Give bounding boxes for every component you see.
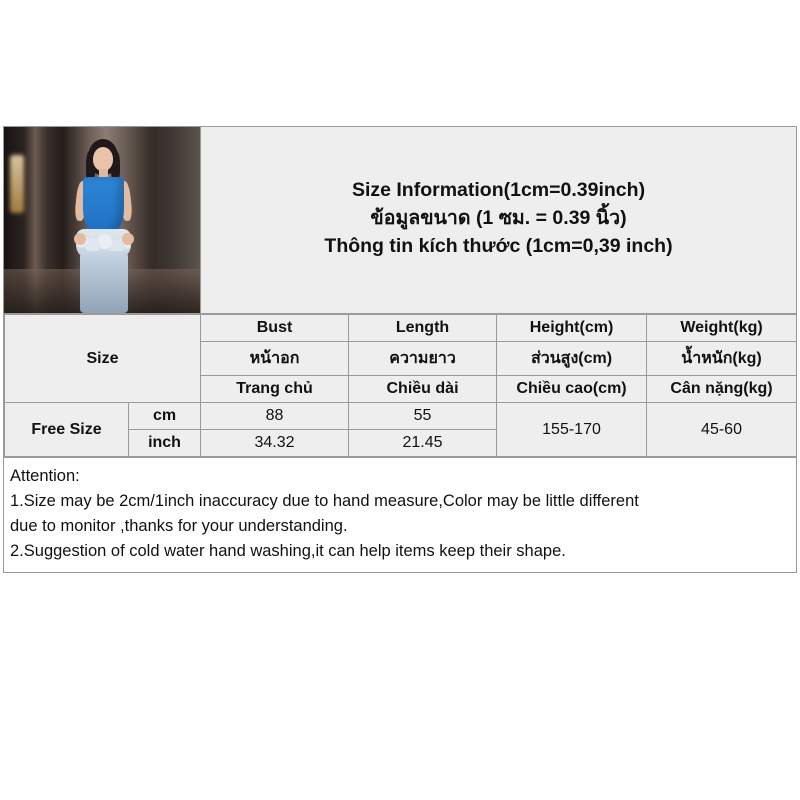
photo-wall-light (10, 155, 24, 213)
chart-header (4, 127, 796, 314)
garment-skirt (80, 251, 128, 313)
model-figure (66, 137, 140, 313)
column-header-height-vi: Chiều cao(cm) (497, 376, 647, 403)
column-header-weight-en: Weight(kg) (647, 315, 797, 342)
title-line-en: Size Information(1cm=0.39inch) (351, 179, 646, 202)
unit-inch: inch (129, 430, 201, 457)
value-height-range: 155-170 (497, 403, 647, 457)
product-photo (4, 127, 201, 313)
model-face (93, 147, 113, 171)
column-header-weight-th: น้ำหนัก(kg) (647, 342, 797, 376)
column-header-length-th: ความยาว (349, 342, 497, 376)
value-bust-cm: 88 (201, 403, 349, 430)
column-header-bust-th: หน้าอก (201, 342, 349, 376)
column-header-bust-vi: Trang chủ (201, 376, 349, 403)
table-row-cm (5, 403, 797, 430)
row-label-free-size: Free Size (5, 403, 129, 457)
table-row-header-en (5, 315, 797, 342)
attention-line-1: 1.Size may be 2cm/1inch inaccuracy due to hand measure,Color may be little different (10, 492, 639, 511)
attention-line-2: due to monitor ,thanks for your understanding. (10, 517, 348, 536)
value-length-cm: 55 (349, 403, 497, 430)
size-table (4, 314, 797, 457)
size-label-cell: Size (5, 315, 201, 403)
column-header-weight-vi: Cân nặng(kg) (647, 376, 797, 403)
column-header-bust-en: Bust (201, 315, 349, 342)
attention-block (4, 457, 796, 572)
value-bust-inch: 34.32 (201, 430, 349, 457)
model-hand-right (122, 233, 134, 245)
column-header-height-th: ส่วนสูง(cm) (497, 342, 647, 376)
unit-cm: cm (129, 403, 201, 430)
garment-blue-top (83, 177, 124, 235)
column-header-length-en: Length (349, 315, 497, 342)
size-chart-card (3, 126, 797, 573)
title-line-vi: Thông tin kích thước (1cm=0,39 inch) (324, 234, 673, 257)
value-weight-range: 45-60 (647, 403, 797, 457)
title-line-th: ข้อมูลขนาด (1 ซม. = 0.39 นิ้ว) (370, 207, 627, 230)
attention-heading: Attention: (10, 467, 80, 485)
model-hand-left (74, 233, 86, 245)
value-length-inch: 21.45 (349, 430, 497, 457)
chart-titles (201, 127, 796, 313)
column-header-length-vi: Chiều dài (349, 376, 497, 403)
attention-line-3: 2.Suggestion of cold water hand washing,it can help items keep their shape. (10, 542, 566, 561)
column-header-height-en: Height(cm) (497, 315, 647, 342)
